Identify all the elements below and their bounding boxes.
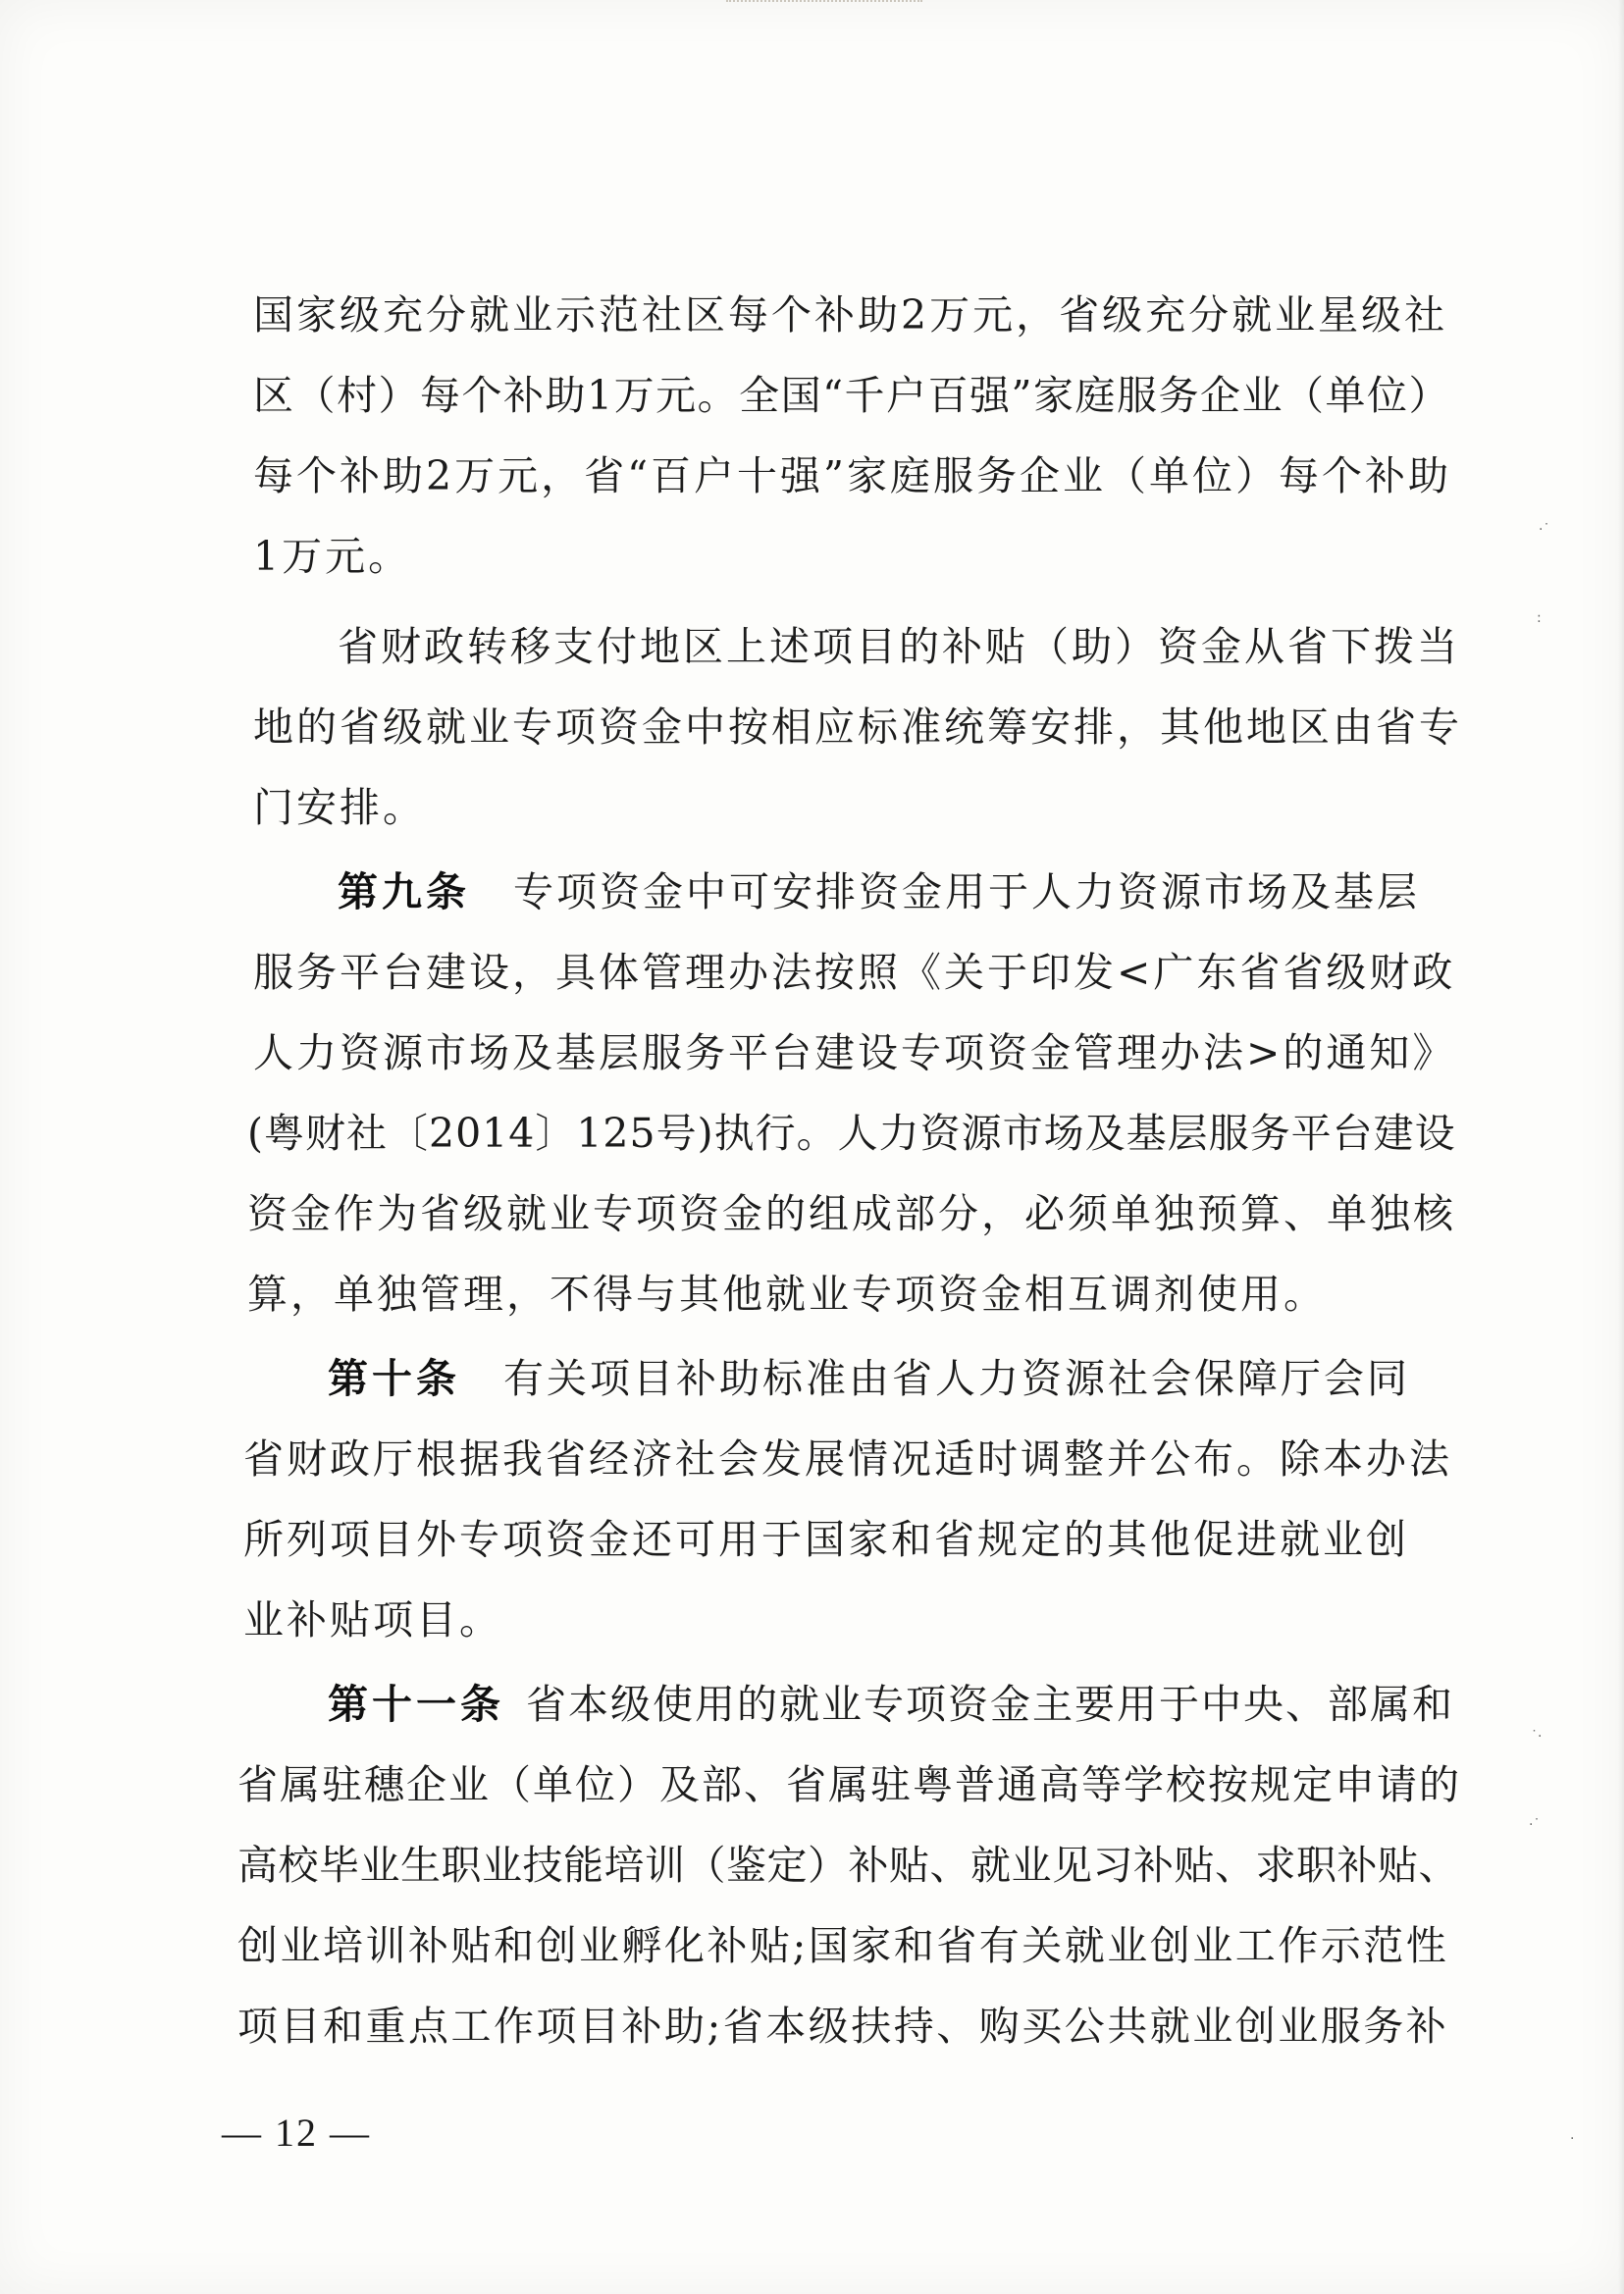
text-line: [253, 451, 1451, 500]
line-text: 国家级充分就业示范社区每个补助2万元，省级充分就业星级社: [253, 291, 1448, 339]
scan-artifact: ·˙: [1529, 1817, 1541, 1833]
page-number: — 12 —: [222, 2111, 371, 2155]
text-line: [253, 1028, 1455, 1077]
scan-artifact: ˙·: [1531, 1729, 1543, 1745]
article-9-line: [338, 867, 1420, 916]
line-text: 算，单独管理，不得与其他就业专项资金相互调剂使用。: [247, 1271, 1327, 1318]
text-line: [243, 1434, 1452, 1484]
text-line: [253, 703, 1462, 752]
text-line: [253, 783, 426, 832]
text-line: [253, 371, 1450, 420]
article-heading: 第十一条: [328, 1681, 504, 1728]
line-text: 创业培训补贴和创业孵化补贴;国家和省有关就业创业工作示范性: [237, 1922, 1449, 1969]
line-text: 省财政转移支付地区上述项目的补贴（助）资金从省下拨当: [338, 623, 1460, 670]
line-text: (粤财社〔2014〕125号)执行。人力资源市场及基层服务平台建设: [247, 1110, 1456, 1157]
line-text: 1万元。: [253, 533, 412, 580]
article-heading: 第十条: [328, 1355, 460, 1402]
line-text: 门安排。: [253, 784, 426, 831]
line-text: 专项资金中可安排资金用于人力资源市场及基层: [513, 868, 1420, 915]
scan-artifact: ·: [1570, 2131, 1575, 2147]
scan-artifact: [726, 0, 922, 10]
scan-artifact: ·˙: [1539, 522, 1550, 538]
text-line: [237, 1760, 1461, 1809]
line-text: 有关项目补助标准由省人力资源社会保障厅会同: [503, 1355, 1410, 1402]
line-text: 区（村）每个补助1万元。全国“千户百强”家庭服务企业（单位）: [253, 372, 1451, 419]
text-line: [243, 1595, 502, 1644]
line-text: 省属驻穗企业（单位）及部、省属驻粤普通高等学校按规定申请的: [237, 1761, 1461, 1808]
article-heading: 第九条: [338, 868, 470, 915]
text-line: [253, 290, 1448, 339]
line-text: 业补贴项目。: [243, 1596, 502, 1643]
line-text: 高校毕业生职业技能培训（鉴定）补贴、就业见习补贴、求职补贴、: [237, 1842, 1459, 1889]
line-text: 省本级使用的就业专项资金主要用于中央、部属和: [526, 1681, 1454, 1728]
line-text: 所列项目外专项资金还可用于国家和省规定的其他促进就业创: [243, 1516, 1409, 1563]
text-line: [243, 1515, 1409, 1564]
line-text: 服务平台建设，具体管理办法按照《关于印发<广东省省级财政: [253, 949, 1456, 996]
line-text: 项目和重点工作项目补助;省本级扶持、购买公共就业创业服务补: [237, 2003, 1449, 2050]
text-line: [247, 1270, 1327, 1319]
article-10-line: [328, 1354, 1410, 1403]
page-edge-shadow: [1618, 0, 1624, 2294]
line-text: 地的省级就业专项资金中按相应标准统筹安排，其他地区由省专: [253, 704, 1462, 751]
line-text: 省财政厅根据我省经济社会发展情况适时调整并公布。除本办法: [243, 1435, 1452, 1483]
text-line: [237, 1841, 1459, 1890]
line-text: 资金作为省级就业专项资金的组成部分，必须单独预算、单独核: [247, 1190, 1456, 1237]
article-11-line: [328, 1680, 1454, 1729]
text-line: [237, 2002, 1448, 2051]
line-text: 人力资源市场及基层服务平台建设专项资金管理办法>的通知》: [253, 1029, 1456, 1076]
text-line: [338, 622, 1460, 671]
line-text: 每个补助2万元，省“百户十强”家庭服务企业（单位）每个补助: [253, 452, 1452, 499]
text-line: [253, 532, 411, 581]
text-line: [247, 1189, 1456, 1238]
text-line: [247, 1109, 1456, 1158]
scan-artifact: :: [1537, 610, 1542, 626]
text-line: [253, 948, 1455, 997]
text-line: [237, 1921, 1448, 1970]
